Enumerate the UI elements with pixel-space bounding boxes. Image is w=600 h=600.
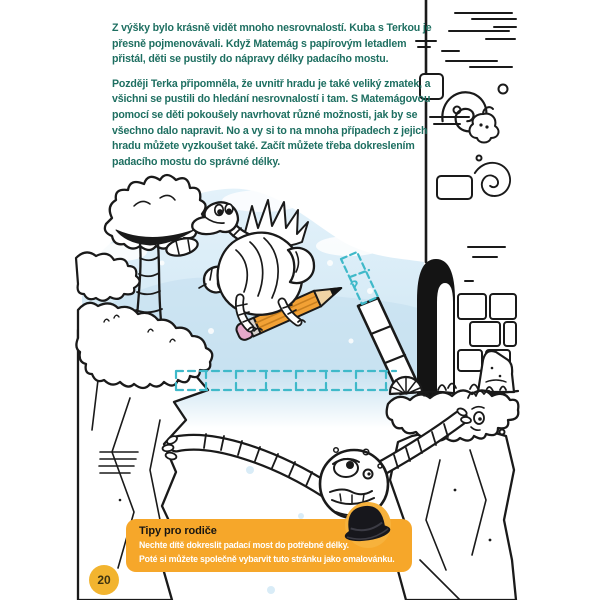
tips-line-1: Nechte dítě dokreslit padací most do potřebné délky.: [139, 540, 349, 550]
question-mark: ?: [347, 276, 362, 296]
castle-gate-arch: [418, 260, 454, 396]
story-paragraph-1: Z výšky bylo krásně vidět mnoho nesrovnalostí. Kuba s Terkou je přesně pojmenovávali. Když Matemág s papírovým letadlem přistál, děti se pustily do nápravy délky padacího mostu.: [112, 22, 432, 66]
tips-title: Tipy pro rodiče: [139, 525, 217, 537]
page-number: 20: [97, 573, 111, 587]
story-paragraph-2: Později Terka připomněla, že uvnitř hradu je také veliký zmatek, a všichni se pustili do hledání nesrovnalostí i tam. S Matemágovou pomocí se děti pokoušely navrhovat různé možnosti, jak by se všechno dalo napravit. No a vy si to na mnoha případech z jejich hradu můžete vyzkoušet také. Začít můžete třeba dokreslením padacího mostu do správné délky.: [112, 77, 431, 168]
story-text: [112, 21, 439, 179]
page-number-badge: [89, 565, 119, 595]
magician-hat-icon: [328, 493, 404, 557]
tips-box: [126, 519, 412, 572]
tips-line-2: Poté si můžete společně vybarvit tuto stránku jako omalovánku.: [139, 553, 395, 564]
